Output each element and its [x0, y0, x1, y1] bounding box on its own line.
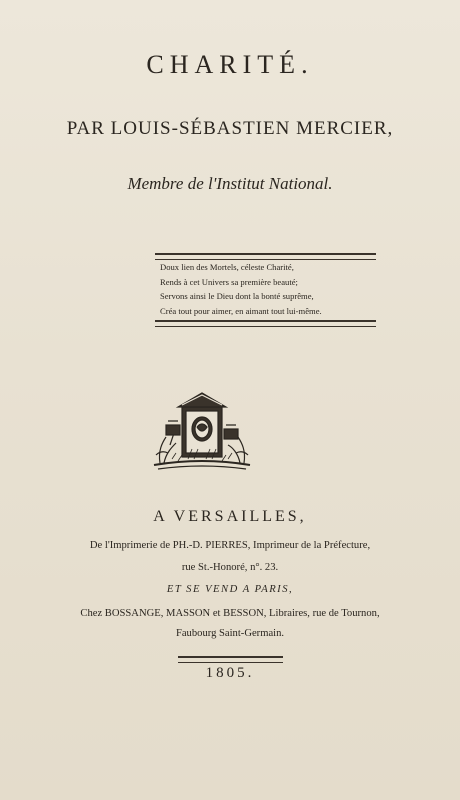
author-line: PAR LOUIS-SÉBASTIEN MERCIER, — [66, 118, 394, 139]
author-membership: Membre de l'Institut National. — [127, 174, 333, 193]
epigraph-top-rule — [155, 253, 376, 260]
printers-device-ornament-icon — [152, 385, 252, 471]
imprint-rule — [178, 656, 283, 663]
epigraph-line: Doux lien des Mortels, céleste Charité, — [160, 262, 294, 272]
epigraph-line: Servons ainsi le Dieu dont la bonté suprême, — [160, 291, 314, 302]
imprint-street: rue St.-Honoré, n°. 23. — [181, 562, 279, 573]
epigraph-bottom-rule — [155, 320, 376, 327]
epigraph — [160, 260, 380, 318]
imprint-booksellers: Chez BOSSANGE, MASSON et BESSON, Libraires, rue de Tournon, — [80, 608, 380, 619]
publication-year: 1805. — [205, 665, 255, 681]
epigraph-line: Créa tout pour aimer, en aimant tout lui-même. — [160, 305, 322, 316]
imprint-place: A VERSAILLES, — [153, 508, 307, 525]
imprint-district: Faubourg Saint-Germain. — [175, 628, 285, 639]
epigraph-line: Rends à cet Univers sa première beauté; — [160, 276, 298, 287]
book-title: CHARITÉ. — [146, 50, 314, 79]
imprint-printer: De l'Imprimerie de PH.-D. PIERRES, Imprimeur de la Préfecture, — [89, 540, 371, 551]
imprint-sold-in: ET SE VEND A PARIS, — [166, 584, 294, 595]
